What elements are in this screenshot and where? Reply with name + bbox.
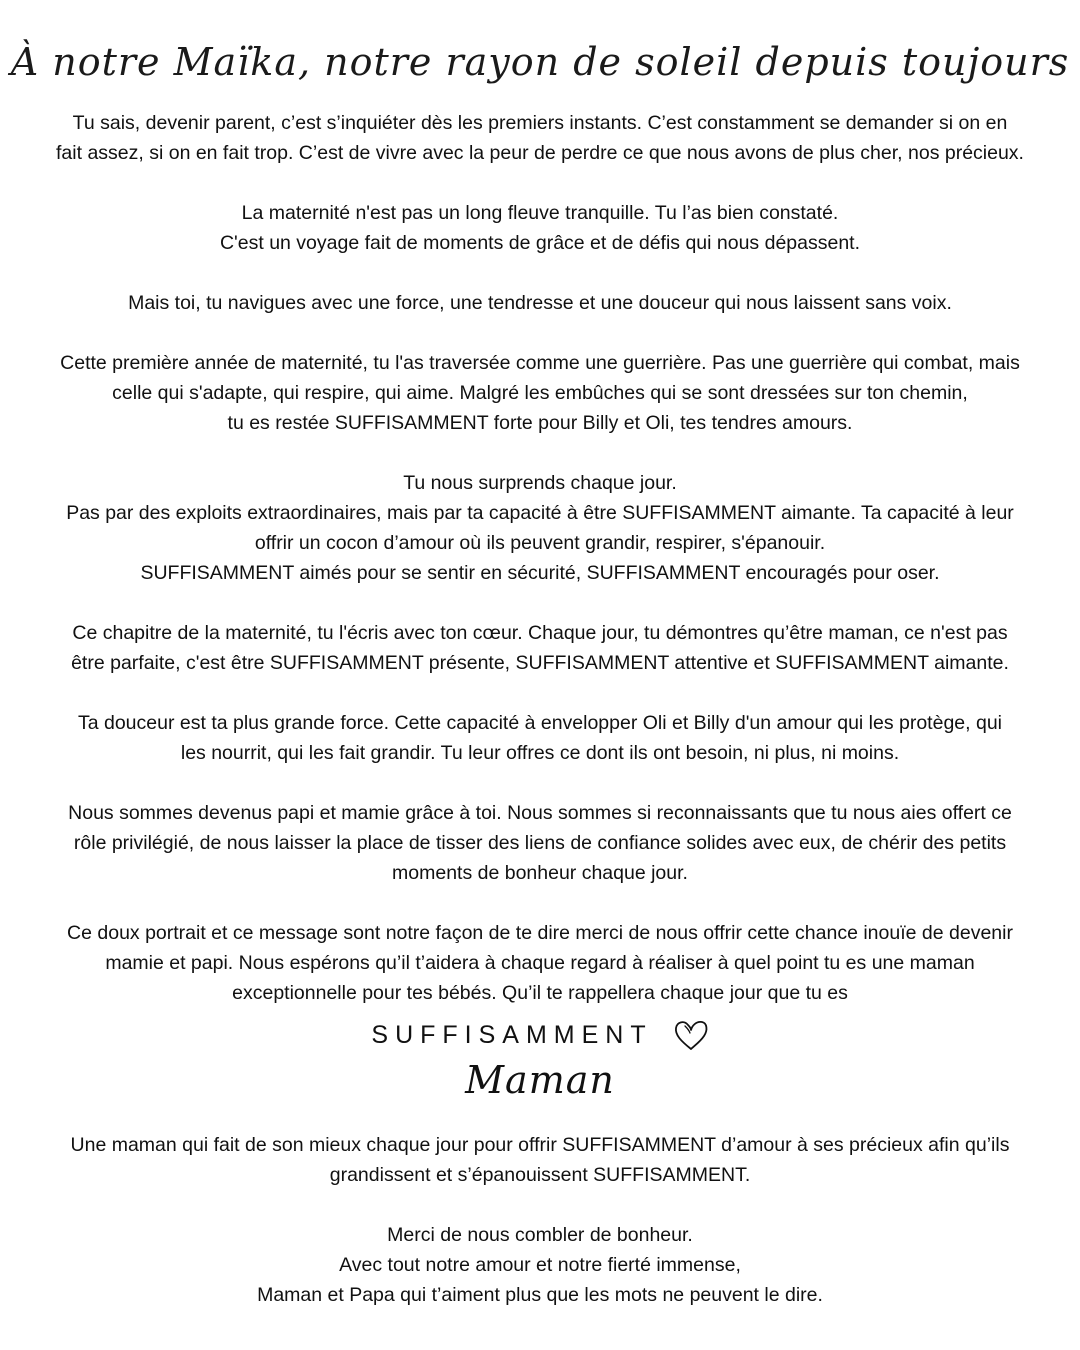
text-line: Pas par des exploits extraordinaires, mais par ta capacité à être SUFFISAMMENT aimante. Ta capacité à leur	[66, 502, 1014, 524]
suffisamment-maman-signature	[0, 1018, 1080, 1102]
text-line: Ce chapitre de la maternité, tu l'écris avec ton cœur. Chaque jour, tu démontres qu’être maman, ce n'est pas	[72, 622, 1008, 644]
signoff-line: Maman et Papa qui t’aiment plus que les mots ne peuvent le dire.	[257, 1284, 823, 1306]
text-line: Avec tout notre amour et notre fierté immense,	[339, 1254, 741, 1276]
text-line: moments de bonheur chaque jour.	[392, 862, 688, 884]
closing-paragraph-1	[20, 1130, 1060, 1190]
text-line: Cette première année de maternité, tu l'as traversée comme une guerrière. Pas une guerrière qui combat, mais	[60, 352, 1020, 374]
text-line: Ce doux portrait et ce message sont notre façon de te dire merci de nous offrir cette chance inouïe de devenir	[67, 922, 1013, 944]
maman-script-word: Maman	[465, 1058, 615, 1102]
paragraph-5	[20, 468, 1060, 588]
text-line: Merci de nous combler de bonheur.	[387, 1224, 693, 1246]
letter-closing	[20, 1130, 1060, 1340]
text-line: La maternité n'est pas un long fleuve tranquille. Tu l’as bien constaté.	[241, 202, 839, 224]
text-line: Ta douceur est ta plus grande force. Cette capacité à envelopper Oli et Billy d'un amour qui les protège, qui	[77, 712, 1002, 734]
text-line: Tu nous surprends chaque jour.	[403, 472, 677, 494]
text-line: rôle privilégié, de nous laisser la place de tisser des liens de confiance solides avec eux, de chérir des petits	[73, 832, 1007, 854]
suffisamment-word: SUFFISAMMENT	[371, 1020, 653, 1049]
text-line: Nous sommes devenus papi et mamie grâce à toi. Nous sommes si reconnaissants que tu nous aies offert ce	[68, 802, 1012, 824]
text-line: celle qui s'adapte, qui respire, qui aime. Malgré les embûches qui se sont dressées sur ton chemin,	[112, 382, 968, 404]
letter-body	[20, 108, 1060, 1038]
paragraph-2	[20, 198, 1060, 258]
text-line: être parfaite, c'est être SUFFISAMMENT présente, SUFFISAMMENT attentive et SUFFISAMMENT aimante.	[71, 652, 1009, 674]
paragraph-9	[20, 918, 1060, 1008]
heart-outline-icon	[673, 1018, 709, 1052]
paragraph-3	[20, 288, 1060, 318]
text-line: exceptionnelle pour tes bébés. Qu’il te rappellera chaque jour que tu es	[232, 982, 848, 1004]
text-line: grandissent et s’épanouissent SUFFISAMMENT.	[329, 1164, 751, 1186]
letter-title: À notre Maïka, notre rayon de soleil depuis toujours	[10, 40, 1070, 84]
text-line: tu es restée SUFFISAMMENT forte pour Billy et Oli, tes tendres amours.	[227, 412, 853, 434]
paragraph-1	[20, 108, 1060, 168]
text-line: C'est un voyage fait de moments de grâce et de défis qui nous dépassent.	[219, 232, 861, 254]
paragraph-8	[20, 798, 1060, 888]
text-line: offrir un cocon d’amour où ils peuvent grandir, respirer, s'épanouir.	[254, 532, 826, 554]
suffisamment-row	[371, 1018, 708, 1052]
text-line: SUFFISAMMENT aimés pour se sentir en sécurité, SUFFISAMMENT encouragés pour oser.	[140, 562, 940, 584]
paragraph-7	[20, 708, 1060, 768]
text-line: fait assez, si on en fait trop. C’est de vivre avec la peur de perdre ce que nous avons de plus cher, nos précieux.	[56, 142, 1024, 164]
closing-paragraph-2	[20, 1220, 1060, 1310]
text-line: Mais toi, tu navigues avec une force, une tendresse et une douceur qui nous laissent sans voix.	[128, 292, 952, 314]
text-line: les nourrit, qui les fait grandir. Tu leur offres ce dont ils ont besoin, ni plus, ni moins.	[180, 742, 900, 764]
text-line: Une maman qui fait de son mieux chaque jour pour offrir SUFFISAMMENT d’amour à ses précieux afin qu’ils	[70, 1134, 1010, 1156]
paragraph-4	[20, 348, 1060, 438]
paragraph-6	[20, 618, 1060, 678]
text-line: Tu sais, devenir parent, c’est s’inquiéter dès les premiers instants. C’est constamment se demander si on en	[72, 112, 1008, 134]
text-line: mamie et papi. Nous espérons qu’il t’aidera à chaque regard à réaliser à quel point tu es une maman	[105, 952, 975, 974]
